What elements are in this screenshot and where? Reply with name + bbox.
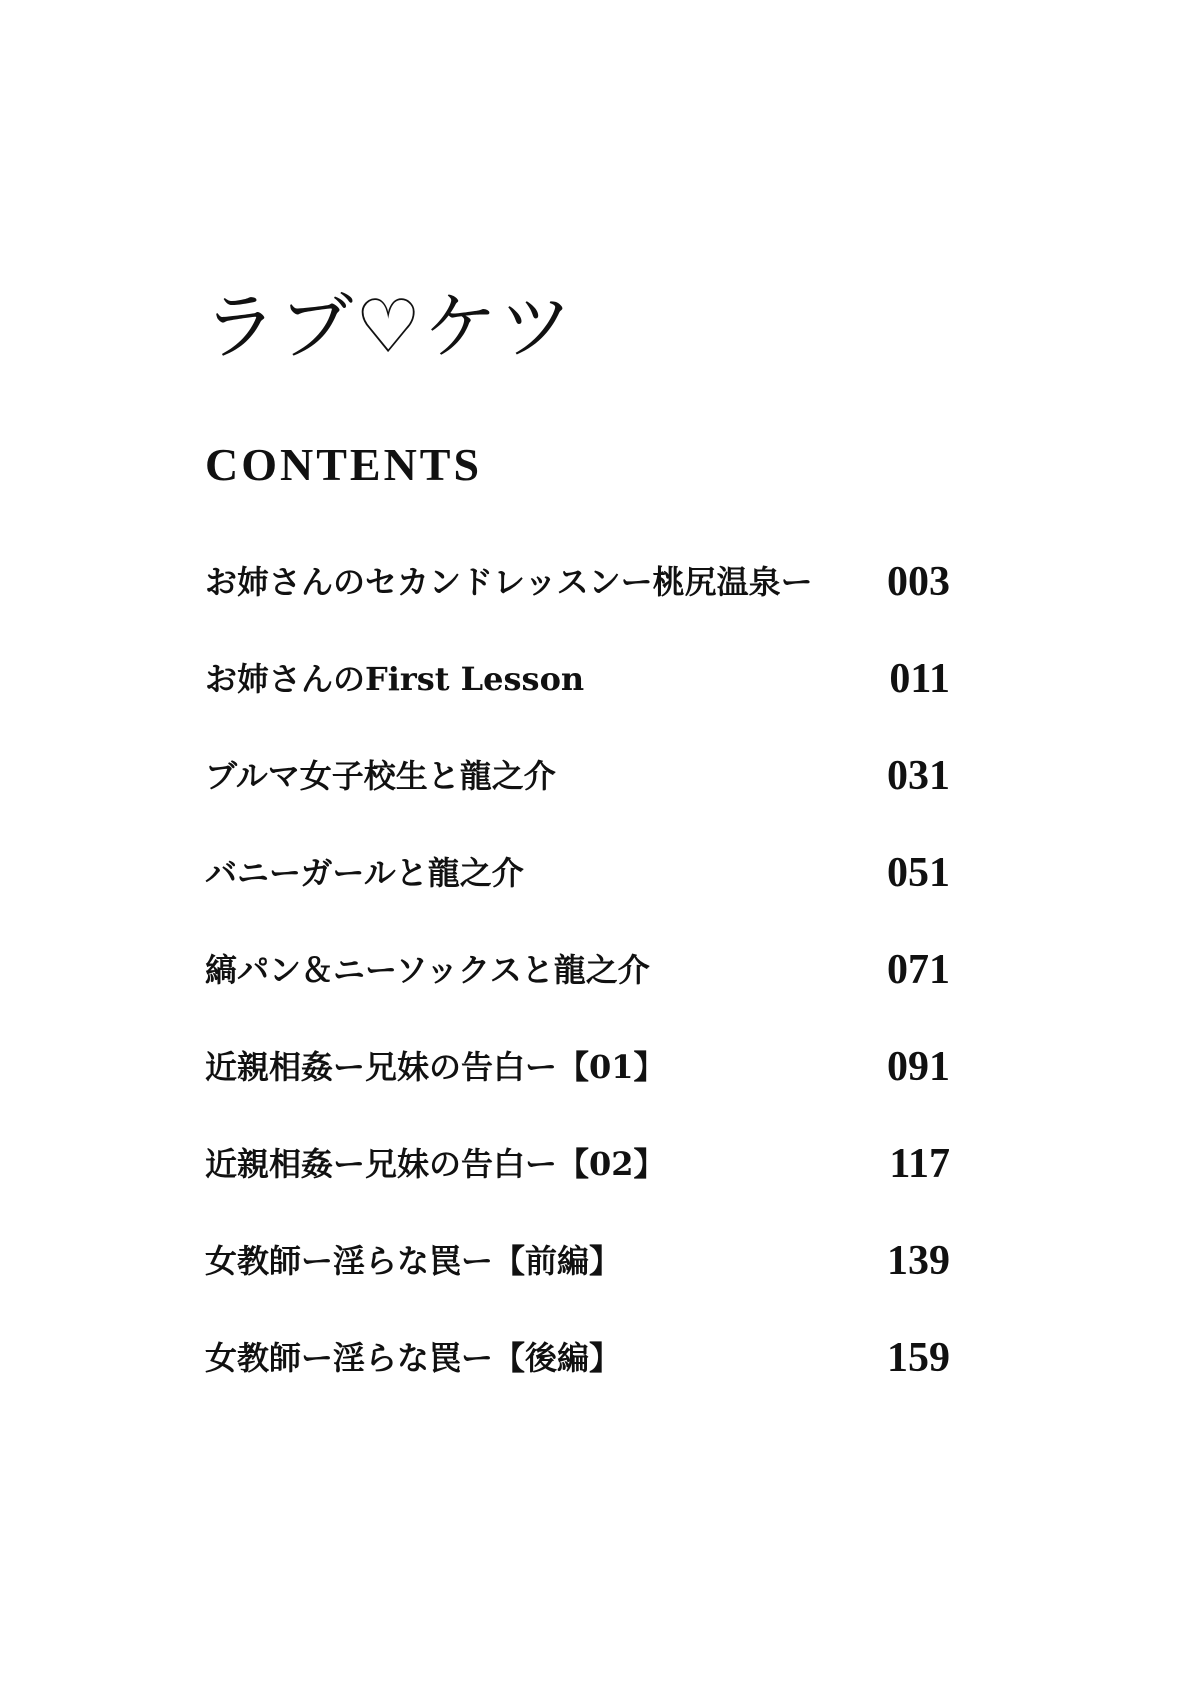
toc-entry [205, 555, 950, 652]
toc-entry-title: お姉さんのセカンドレッスンー桃尻温泉ー [205, 563, 813, 601]
toc-entry-title: ブルマ女子校生と龍之介 [205, 757, 556, 795]
toc-entry [205, 1331, 950, 1428]
toc-entry [205, 1137, 950, 1234]
toc-entry-page: 159 [887, 1335, 950, 1381]
contents-heading: CONTENTS [205, 439, 483, 490]
toc-entry-page: 051 [887, 850, 950, 896]
book-title: ラブ♡ケツ [203, 284, 575, 370]
toc-entry-title: お姉さんのFirst Lesson [205, 660, 585, 698]
toc-entry [205, 943, 950, 1040]
toc-entry-page: 003 [887, 559, 950, 605]
toc-entry-title: 縞パン＆ニーソックスと龍之介 [205, 951, 650, 989]
toc-entry-title: 近親相姦ー兄妹の告白ー【02】 [205, 1145, 666, 1183]
toc-entry-title: 女教師ー淫らな罠ー【後編】 [205, 1339, 622, 1377]
toc-entry-page: 031 [887, 753, 950, 799]
toc-entry [205, 846, 950, 943]
table-of-contents [205, 555, 950, 1428]
toc-entry-page: 117 [889, 1141, 950, 1187]
toc-entry-title: バニーガールと龍之介 [205, 854, 524, 892]
toc-entry [205, 652, 950, 749]
toc-entry-title: 女教師ー淫らな罠ー【前編】 [205, 1242, 622, 1280]
toc-entry-page: 071 [887, 947, 950, 993]
toc-entry [205, 1234, 950, 1331]
toc-entry-page: 139 [887, 1238, 950, 1284]
toc-entry-page: 091 [887, 1044, 950, 1090]
toc-entry-title: 近親相姦ー兄妹の告白ー【01】 [205, 1048, 666, 1086]
toc-entry [205, 749, 950, 846]
toc-entry [205, 1040, 950, 1137]
toc-entry-page: 011 [889, 656, 950, 702]
